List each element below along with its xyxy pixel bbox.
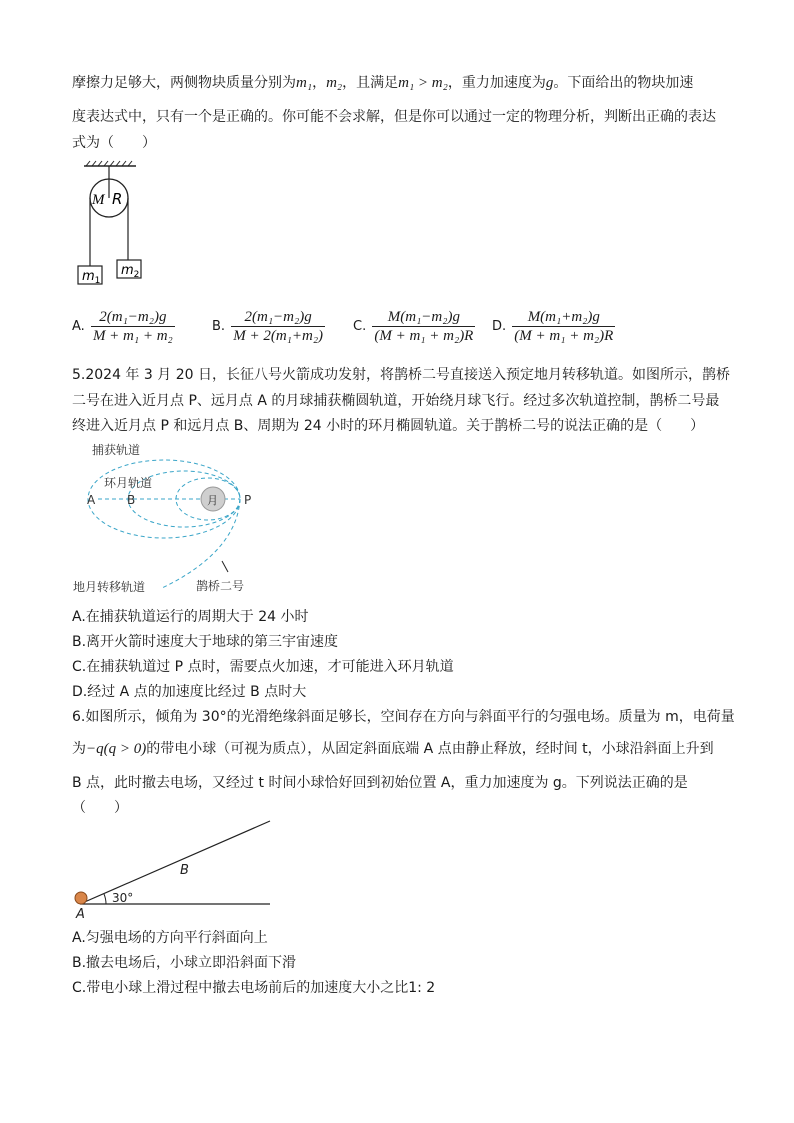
q6-text-line-2 [72, 738, 714, 758]
denominator: M + 2(m₁+m₂) [233, 328, 324, 344]
point-p-label: P [244, 493, 252, 507]
g-symbol: g [545, 75, 554, 91]
option-label: D. [492, 319, 507, 334]
q4-text-line-3: 式为（ ） [72, 135, 156, 151]
incline-line [80, 821, 270, 904]
option-formula [372, 308, 475, 345]
angle-label: 30° [112, 891, 134, 905]
mass-condition: m₁ > m₂ [398, 75, 448, 91]
q4-option-b[interactable] [212, 308, 325, 345]
probe-label: 鹊桥二号 [196, 579, 245, 593]
separator: ， [312, 75, 327, 91]
moon-label: 月 [207, 494, 218, 507]
q4-text-line-2: 度表达式中，只有一个是正确的。你可能不会求解，但是你可以通过一定的物理分析，判断出正确的表达 [72, 109, 716, 125]
point-b-label: B [180, 863, 189, 878]
option-formula [91, 308, 175, 345]
option-label: C. [353, 319, 367, 334]
q5-text-line-1: 5.2024 年 3 月 20 日，长征八号火箭成功发射，将鹊桥二号直接送入预定地月转移轨道。如图所示，鹊桥 [72, 367, 730, 383]
pulley-radius-label: R [112, 190, 123, 208]
m2-symbol: m₂ [326, 75, 343, 91]
q4-text: 。下面给出的物块加速 [553, 75, 694, 91]
q6-text-line-3: B 点，此时撤去电场，又经过 t 时间小球恰好回到初始位置 A，重力加速度为 g。下列说法正确的是 [72, 775, 688, 791]
transfer-orbit [162, 499, 240, 588]
q6-text-line-4: （ ） [72, 800, 128, 816]
denominator: (M + m₁ + m₂)R [514, 328, 614, 344]
option-formula [512, 308, 615, 345]
block-m1-label: $m_1$ [82, 269, 101, 286]
charged-ball [75, 892, 87, 904]
q6-text: 的带电小球（可视为质点），从固定斜面底端 A 点由静止释放，经时间 t，小球沿斜面上升到 [146, 741, 714, 757]
incline-figure [70, 818, 280, 922]
denominator: (M + m₁ + m₂)R [374, 328, 474, 344]
q5-option-d[interactable]: D.经过 A 点的加速度比经过 B 点时大 [72, 684, 307, 700]
point-a-label: A [76, 907, 85, 922]
option-label: B. [212, 319, 226, 334]
q6-text: 为 [72, 741, 86, 757]
q5-text-line-3: 终进入近月点 P 和远月点 B、周期为 24 小时的环月椭圆轨道。关于鹊桥二号的说法正确的是（ ） [72, 418, 705, 434]
option-formula [231, 308, 325, 345]
point-a-label: A [87, 493, 96, 507]
q4-option-c[interactable] [353, 308, 475, 345]
pulley-figure [70, 158, 160, 288]
capture-orbit-label: 捕获轨道 [92, 443, 141, 457]
denominator: M + m₁ + m₂ [92, 328, 173, 344]
orbit-figure [70, 440, 270, 598]
numerator: 2(m₁−m₂)g [91, 308, 175, 327]
q4-text: ，重力加速度为 [447, 75, 546, 91]
m1-symbol: m₁ [296, 75, 313, 91]
q4-option-d[interactable] [492, 308, 615, 345]
option-label: A. [72, 319, 85, 334]
q4-text-line-1 [72, 72, 693, 92]
q5-option-b[interactable]: B.离开火箭时速度大于地球的第三宇宙速度 [72, 634, 339, 650]
q4-option-a[interactable] [72, 308, 175, 345]
numerator: M(m₁−m₂)g [372, 308, 475, 327]
charge-expression: −q(q > 0) [86, 741, 147, 757]
numerator: 2(m₁−m₂)g [231, 308, 325, 327]
pulley-mass-label: M [92, 192, 105, 208]
q4-text: 摩擦力足够大，两侧物块质量分别为 [72, 75, 296, 91]
q5-text-line-2: 二号在进入近月点 P、远月点 A 的月球捕获椭圆轨道，开始绕月球飞行。经过多次轨道控制，鹊桥二号最 [72, 393, 720, 409]
point-b-label: B [127, 493, 136, 507]
probe-pointer [222, 561, 228, 572]
block-m2-label: $m_2$ [121, 263, 140, 280]
angle-arc [104, 894, 106, 904]
q4-text: ，且满足 [342, 75, 399, 91]
q6-text-line-1: 6.如图所示，倾角为 30°的光滑绝缘斜面足够长，空间存在方向与斜面平行的匀强电场。质量为 m，电荷量 [72, 709, 735, 725]
q6-option-a[interactable]: A.匀强电场的方向平行斜面向上 [72, 930, 268, 946]
lunar-orbit-label: 环月轨道 [104, 476, 153, 490]
q6-option-b[interactable]: B.撤去电场后，小球立即沿斜面下滑 [72, 955, 297, 971]
numerator: M(m₁+m₂)g [512, 308, 615, 327]
transfer-orbit-label: 地月转移轨道 [73, 580, 146, 594]
q5-option-a[interactable]: A.在捕获轨道运行的周期大于 24 小时 [72, 609, 309, 625]
q6-option-c[interactable]: C.带电小球上滑过程中撤去电场前后的加速度大小之比1: 2 [72, 980, 436, 996]
q5-option-c[interactable]: C.在捕获轨道过 P 点时，需要点火加速，才可能进入环月轨道 [72, 659, 454, 675]
